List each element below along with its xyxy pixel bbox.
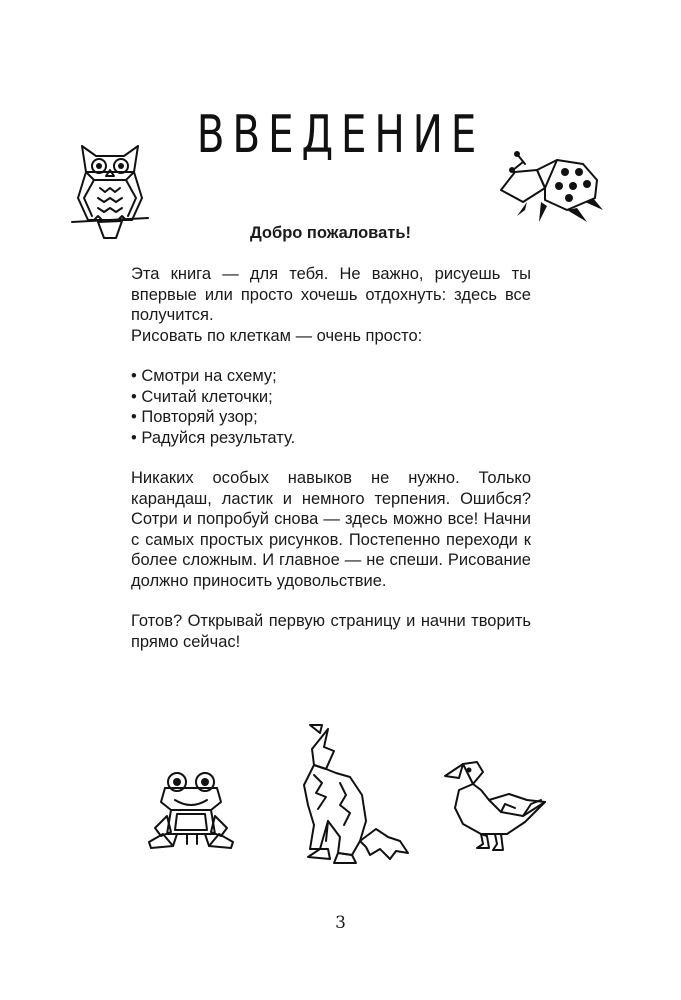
steps-list [131,366,531,448]
welcome-heading: Добро пожаловать! [249,224,412,242]
duck-icon [441,760,551,856]
frog-icon [147,770,237,852]
page-number: 3 [335,913,346,933]
list-item: • Повторяй узор; [131,407,531,428]
wolf-icon [300,725,412,867]
ladybug-icon [497,150,607,232]
closing-paragraph: Готов? Открывай первую страницу и начни творить прямо сейчас! [131,612,531,651]
intro-paragraph-2: Рисовать по клеткам — очень просто: [131,326,423,345]
intro-paragraph-1: Эта книга — для тебя. Не важно, рисуешь ты впервые или просто хочешь отдохнуть: здесь все получится. [131,265,531,324]
advice-paragraph: Никаких особых навыков не нужно. Только карандаш, ластик и немного терпения. Ошибся? Сотри и попробуй снова — здесь можно все! Начни с самых простых рисунков. Постепенно переходи к более сложным. И главное — не спеши. Рисование должно приносить удовольствие. [131,469,531,590]
list-item: • Радуйся результату. [131,428,531,449]
list-item: • Считай клеточки; [131,387,531,408]
list-item: • Смотри на схему; [131,366,531,387]
page-title: ВВЕДЕНИЕ [196,105,485,165]
intro-text [131,264,531,652]
